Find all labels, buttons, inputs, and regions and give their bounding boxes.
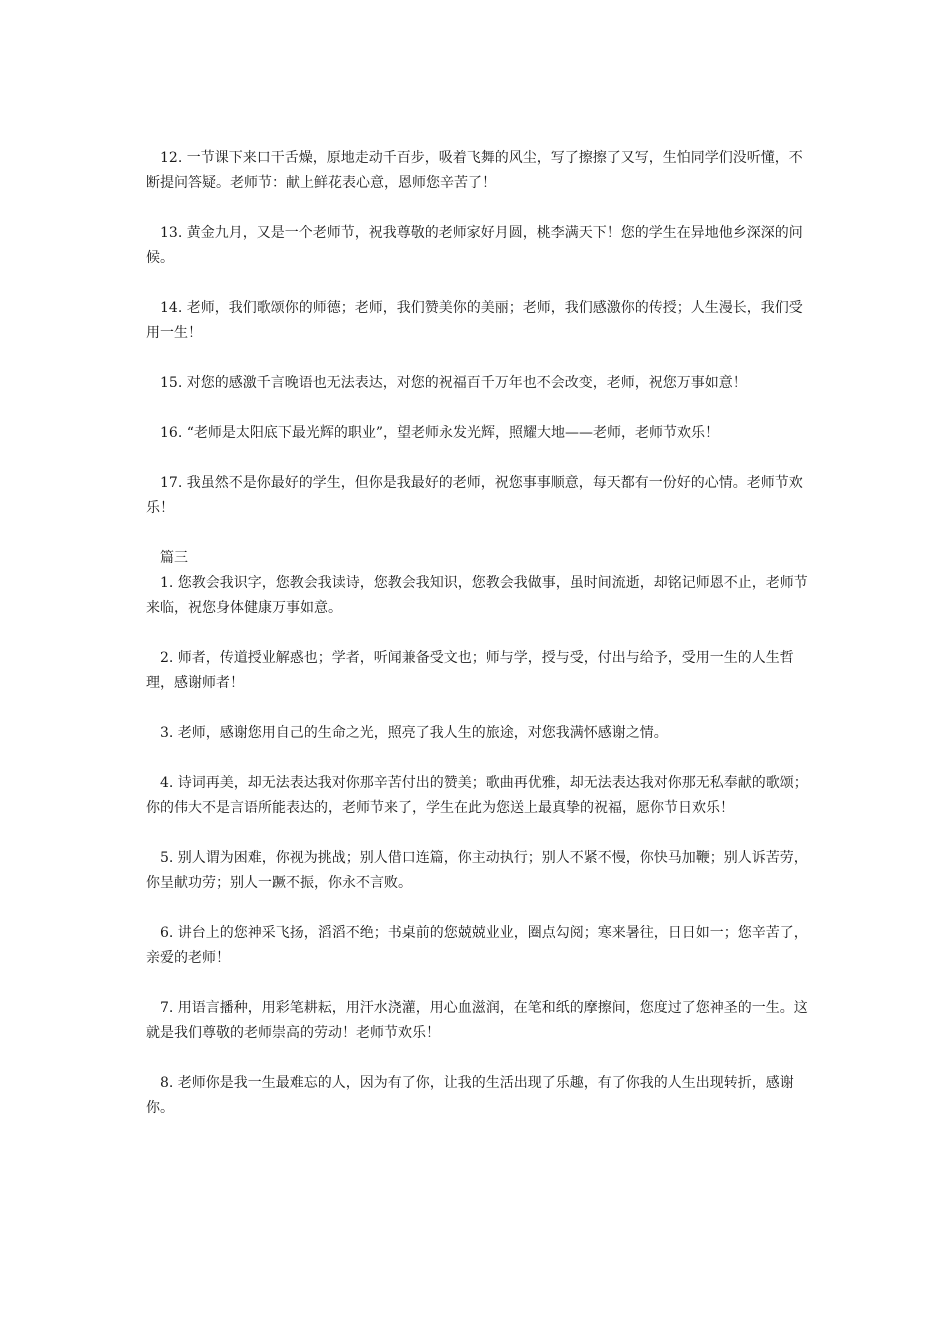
paragraph-item-5: 5. 别人谓为困难，你视为挑战；别人借口连篇，你主动执行；别人不紧不慢，你快马加鞭；别人诉苦劳，你呈献功劳；别人一蹶不振，你永不言败。 (146, 850, 808, 891)
paragraph-item-4: 4. 诗词再美，却无法表达我对你那辛苦付出的赞美；歌曲再优雅，却无法表达我对你那无私奉献的歌颂；你的伟大不是言语所能表达的，老师节来了，学生在此为您送上最真挚的祝福，愿你节日欢乐！ (146, 775, 808, 816)
paragraph-item-1: 1. 您教会我识字，您教会我读诗，您教会我知识，您教会我做事，虽时间流逝，却铭记师恩不止，老师节来临，祝您身体健康万事如意。 (146, 575, 808, 616)
document-page (146, 146, 814, 1146)
paragraph-item-7: 7. 用语言播种，用彩笔耕耘，用汗水浇灌，用心血滋润，在笔和纸的摩擦间，您度过了您神圣的一生。这就是我们尊敬的老师崇高的劳动！老师节欢乐！ (146, 1000, 808, 1041)
paragraph-item-14: 14. 老师，我们歌颂你的师德；老师，我们赞美你的美丽；老师，我们感激你的传授；人生漫长，我们受用一生！ (146, 300, 803, 341)
section-title: 篇三 (160, 550, 188, 566)
paragraph-item-6: 6. 讲台上的您神采飞扬，滔滔不绝；书桌前的您兢兢业业，圈点勾阅；寒来暑往，日日如一；您辛苦了，亲爱的老师！ (146, 925, 808, 966)
paragraph-item-13: 13. 黄金九月，又是一个老师节，祝我尊敬的老师家好月圆，桃李满天下！您的学生在异地他乡深深的问候。 (146, 225, 803, 266)
paragraph-item-3: 3. 老师，感谢您用自己的生命之光，照亮了我人生的旅途，对您我满怀感谢之情。 (160, 725, 668, 741)
paragraph-item-12: 12. 一节课下来口干舌燥，原地走动千百步，吸着飞舞的风尘，写了擦擦了又写，生怕同学们没听懂，不断提问答疑。老师节：献上鲜花表心意，恩师您辛苦了！ (146, 150, 803, 191)
paragraph-item-17: 17. 我虽然不是你最好的学生，但你是我最好的老师，祝您事事顺意，每天都有一份好的心情。老师节欢乐！ (146, 475, 803, 516)
paragraph-item-15: 15. 对您的感激千言晚语也无法表达，对您的祝福百千万年也不会改变，老师，祝您万事如意！ (160, 375, 747, 391)
paragraph-item-2: 2. 师者，传道授业解惑也；学者，听闻兼备受文也；师与学，授与受，付出与给予，受用一生的人生哲理，感谢师者！ (146, 650, 794, 691)
paragraph-item-16: 16. “老师是太阳底下最光辉的职业”，望老师永发光辉，照耀大地——老师，老师节欢乐！ (160, 425, 720, 441)
paragraph-item-8: 8. 老师你是我一生最难忘的人，因为有了你，让我的生活出现了乐趣，有了你我的人生出现转折，感谢你。 (146, 1075, 794, 1116)
